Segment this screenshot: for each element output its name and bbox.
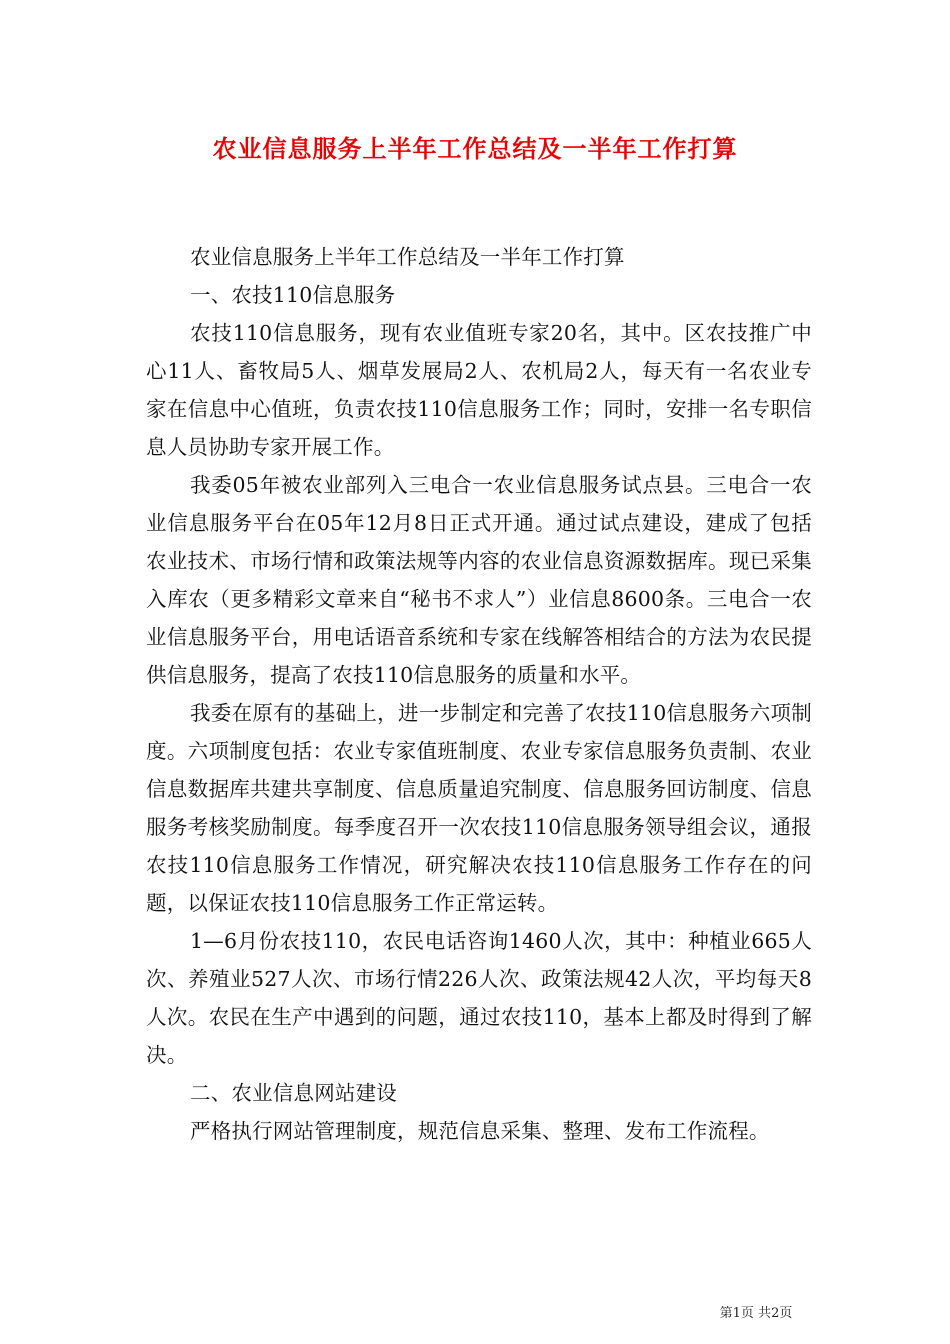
total-page-count: 2 (771, 1306, 780, 1321)
page-number-footer (676, 1304, 836, 1324)
paragraph: 农技110信息服务，现有农业值班专家20名，其中。区农技推广中心11人、畜牧局5人、烟草发展局2人、农机局2人，每天有一名农业专家在信息中心值班，负责农技110信息服务工作；同时，安排一名专职信息人员协助专家开展工作。 (146, 321, 812, 459)
paragraph: 严格执行网站管理制度，规范信息采集、整理、发布工作流程。 (190, 1119, 770, 1143)
footer-middle: 页 共 (740, 1306, 772, 1321)
document-body (146, 238, 812, 1150)
document-title: 农业信息服务上半年工作总结及一半年工作打算 (212, 134, 738, 163)
paragraph: 我委05年被农业部列入三电合一农业信息服务试点县。三电合一农业信息服务平台在05年12月8日正式开通。通过试点建设，建成了包括农业技术、市场行情和政策法规等内容的农业信息资源数据库。现已采集入库农（更多精彩文章来自“秘书不求人”）业信息8600条。三电合一农业信息服务平台，用电话语音系统和专家在线解答相结合的方法为农民提供信息服务，提高了农技110信息服务的质量和水平。 (146, 473, 812, 687)
body-heading: 农业信息服务上半年工作总结及一半年工作打算 (190, 245, 625, 269)
section-heading-2: 二、农业信息网站建设 (190, 1081, 397, 1105)
paragraph: 1—6月份农技110，农民电话咨询1460人次，其中：种植业665人次、养殖业527人次、市场行情226人次、政策法规42人次，平均每天8人次。农民在生产中遇到的问题，通过农技110，基本上都及时得到了解决。 (146, 929, 812, 1067)
paragraph: 我委在原有的基础上，进一步制定和完善了农技110信息服务六项制度。六项制度包括：农业专家值班制度、农业专家信息服务负责制、农业信息数据库共建共享制度、信息质量追究制度、信息服务回访制度、信息服务考核奖励制度。每季度召开一次农技110信息服务领导组会议，通报农技110信息服务工作情况，研究解决农技110信息服务工作存在的问题，以保证农技110信息服务工作正常运转。 (146, 701, 812, 915)
footer-suffix: 页 (779, 1306, 793, 1321)
current-page-number: 1 (732, 1306, 741, 1321)
footer-prefix: 第 (719, 1306, 733, 1321)
section-heading-1: 一、农技110信息服务 (190, 283, 396, 307)
